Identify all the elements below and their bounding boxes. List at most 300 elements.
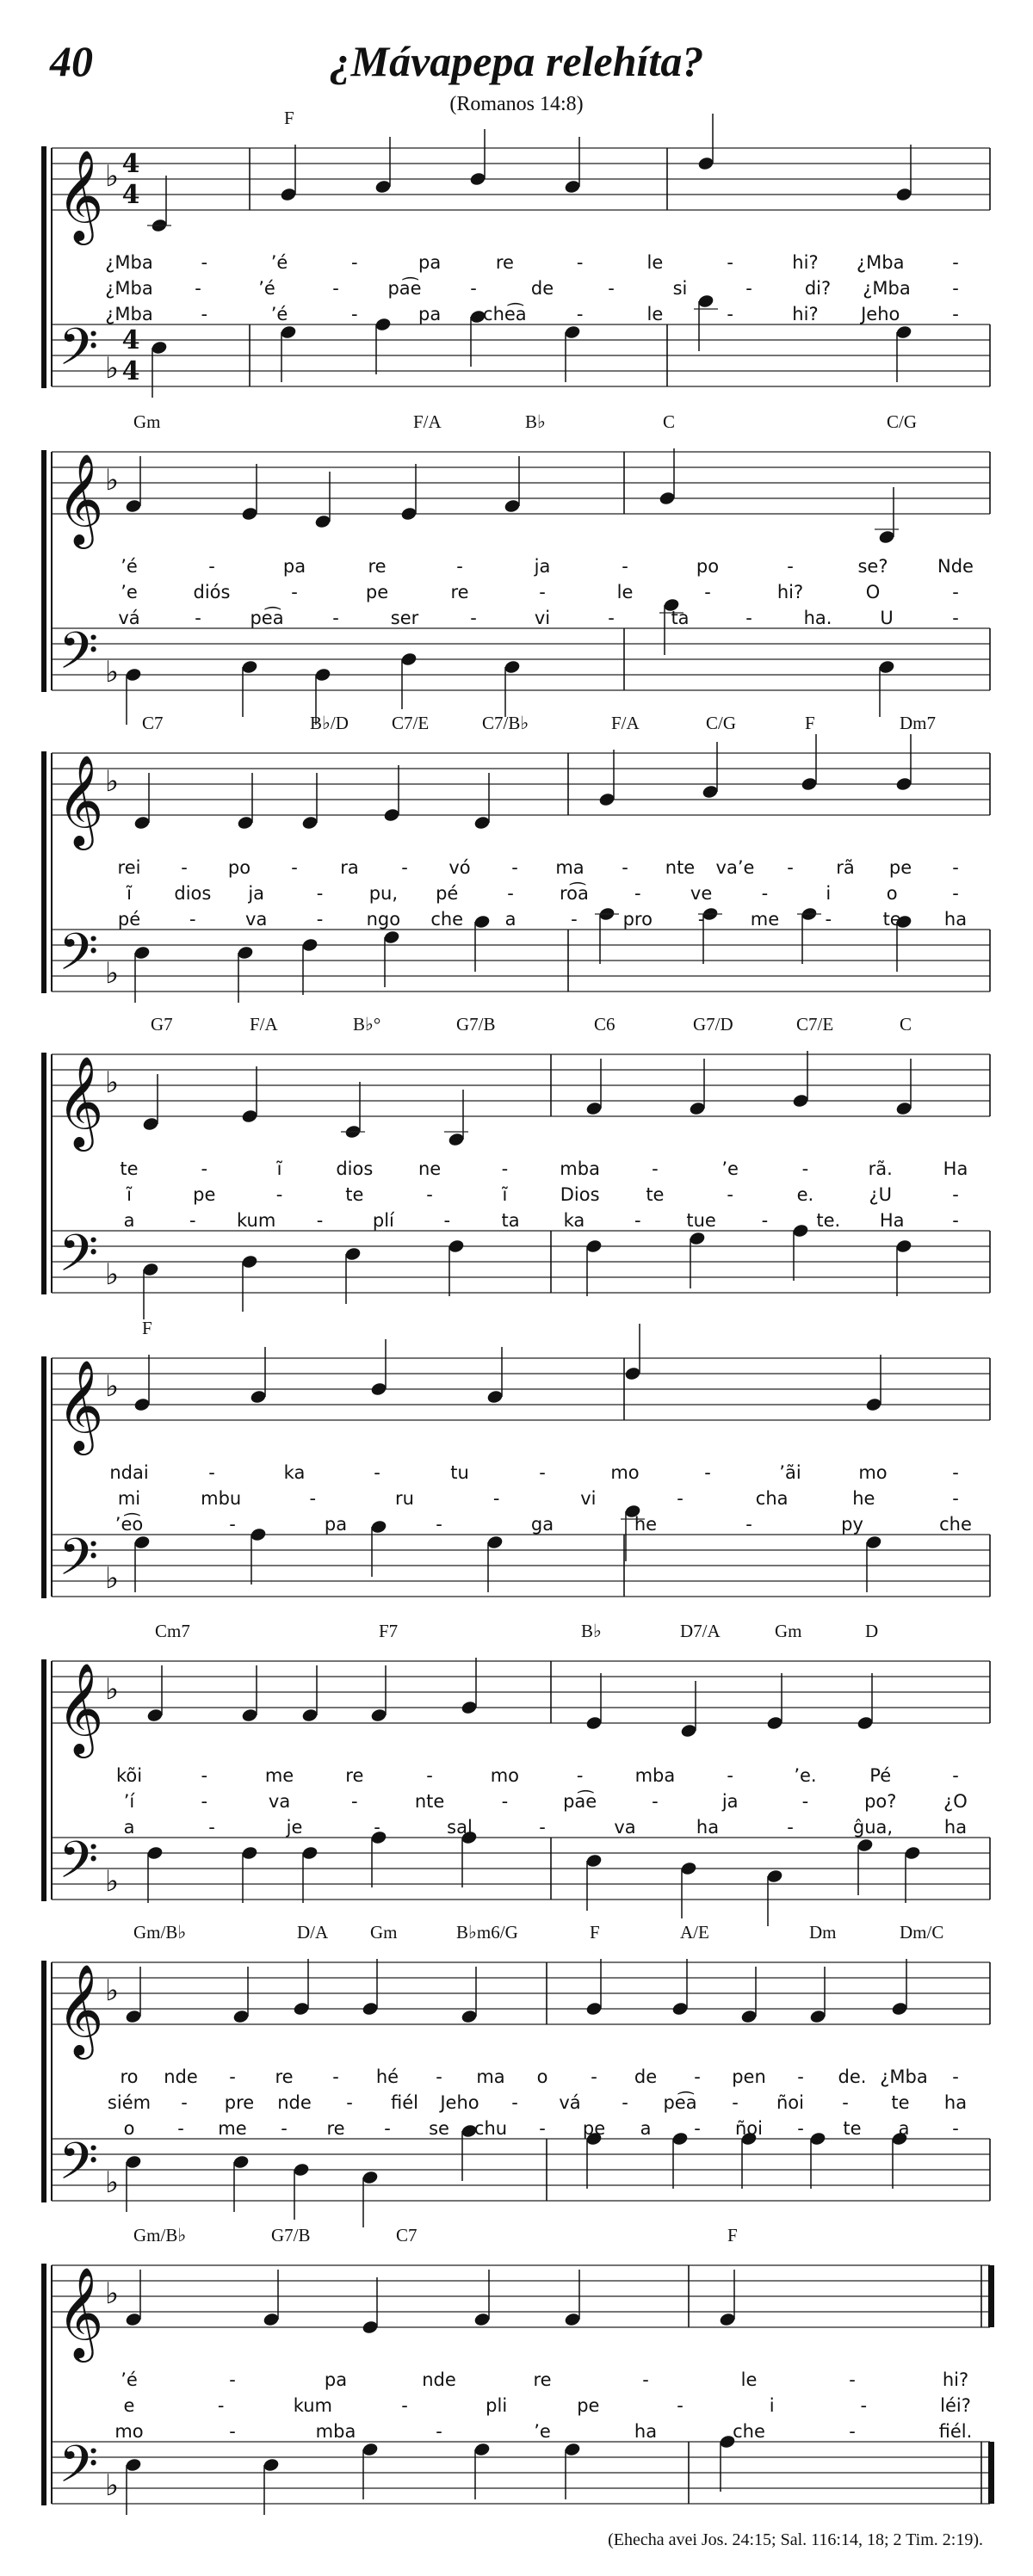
lyric-syllable: ĩ (127, 1184, 132, 1205)
lyric-syllable: kum (237, 1210, 276, 1231)
lyric-hyphen: - (952, 1765, 959, 1786)
lyric-syllable: ’é (121, 556, 138, 577)
system-5 (41, 1318, 990, 1599)
lyric-syllable: re (450, 582, 469, 602)
lyric-hyphen: - (501, 1158, 509, 1179)
lyric-syllable: ngo (366, 909, 401, 930)
bass-note (697, 293, 714, 309)
chord-symbol: C/G (706, 713, 737, 733)
treble-note (125, 2312, 142, 2327)
lyric-syllable: e. (796, 1184, 814, 1205)
flat-key-signature-icon: ♭ (105, 956, 120, 991)
lyric-syllable: ¿Mba (863, 278, 911, 299)
lyric-hyphen: - (208, 1462, 215, 1483)
lyric-syllable: ve (690, 883, 713, 904)
lyric-syllable: Dios (560, 1184, 600, 1205)
lyric-syllable: rã. (868, 1158, 893, 1179)
flat-key-signature-icon: ♭ (105, 2276, 120, 2311)
lyric-syllable: fiél. (938, 2421, 973, 2442)
bass-note (125, 2457, 142, 2473)
flat-key-signature-icon: ♭ (105, 463, 120, 497)
lyric-syllable: ĩ (502, 1184, 508, 1205)
flat-key-signature-icon: ♭ (105, 2165, 120, 2200)
lyric-syllable: mba (315, 2421, 356, 2442)
lyric-syllable: pa (418, 252, 442, 273)
lyric-syllable: mo (490, 1765, 520, 1786)
treble-note (362, 2320, 379, 2335)
lyric-syllable: po (227, 857, 251, 878)
lyric-syllable: le (646, 304, 664, 324)
treble-note (809, 2009, 826, 2024)
lyric-hyphen: - (195, 608, 201, 628)
lyric-syllable: pen (732, 2066, 766, 2087)
lyric-syllable: a (123, 1210, 135, 1231)
treble-note (504, 498, 521, 514)
lyric-hyphen: - (797, 2118, 804, 2139)
lyric-syllable: pa (282, 556, 306, 577)
treble-note (370, 1381, 387, 1397)
treble-note (461, 2009, 478, 2024)
treble-note (473, 815, 491, 831)
lyric-syllable: diós (193, 582, 231, 602)
lyric-syllable: ha (943, 2092, 968, 2113)
chord-symbol: C7 (396, 2225, 418, 2246)
lyric-hyphen: - (634, 1210, 641, 1231)
lyric-hyphen: - (860, 2395, 868, 2416)
treble-clef-icon: 𝄞 (57, 1963, 104, 2055)
lyric-hyphen: - (576, 252, 584, 273)
lyric-syllable: pe (365, 582, 389, 602)
bass-note (766, 1869, 783, 1884)
lyric-syllable: ’e͡o (114, 1514, 144, 1535)
treble-note (383, 807, 400, 823)
treble-note (301, 815, 319, 831)
chord-symbol: D (865, 1621, 879, 1641)
lyric-hyphen: - (732, 2092, 739, 2113)
lyric-syllable: hi? (792, 252, 819, 273)
chord-symbol: C7 (142, 713, 164, 733)
chord-symbol: B♭° (353, 1014, 381, 1035)
lyric-syllable: pa (324, 2369, 348, 2390)
lyric-syllable: va (245, 909, 268, 930)
treble-note (241, 506, 258, 522)
lyric-hyphen: - (426, 1765, 433, 1786)
lyric-syllable: mba (634, 1765, 676, 1786)
lyric-syllable: a (123, 1817, 135, 1838)
lyric-syllable: pli (486, 2395, 508, 2416)
lyric-syllable: a (504, 909, 516, 930)
time-signature-numerator: 4 (121, 149, 140, 179)
lyric-syllable: ma (555, 857, 585, 878)
chord-symbol: Gm/B♭ (133, 2225, 187, 2246)
lyric-hyphen: - (291, 857, 298, 878)
bass-note (486, 1535, 504, 1550)
system-3 (41, 713, 990, 1003)
lyric-syllable: hi? (792, 304, 819, 324)
bass-note (895, 324, 912, 340)
lyric-syllable: ma (476, 2066, 505, 2087)
time-signature-denominator: 4 (121, 356, 140, 386)
flat-key-signature-icon: ♭ (105, 159, 120, 194)
lyric-syllable: hi? (942, 2369, 969, 2390)
lyric-hyphen: - (787, 556, 794, 577)
lyric-syllable: ra (340, 857, 359, 878)
scripture-reference: (Romanos 14:8) (449, 93, 584, 115)
lyric-hyphen: - (952, 278, 959, 299)
lyric-syllable: ka (283, 1462, 306, 1483)
lyric-syllable: re (326, 2118, 345, 2139)
lyric-hyphen: - (332, 608, 339, 628)
lyric-syllable: ta (671, 608, 690, 628)
system-8 (41, 2225, 994, 2515)
lyric-syllable: pé (117, 909, 141, 930)
system-bracket (41, 2264, 46, 2505)
lyric-syllable: nde (164, 2066, 198, 2087)
lyric-hyphen: - (351, 1791, 358, 1812)
chord-symbol: C7/E (392, 713, 430, 733)
lyric-hyphen: - (694, 2118, 701, 2139)
bass-note (142, 1262, 159, 1277)
bass-clef-icon: 𝄢 (59, 621, 99, 693)
bass-note (133, 1535, 151, 1550)
lyric-syllable: re (275, 2066, 294, 2087)
lyric-syllable: cha (755, 1488, 789, 1509)
bass-note (504, 659, 521, 675)
lyric-syllable: ¿Mba (880, 2066, 928, 2087)
lyric-syllable: i (769, 2395, 775, 2416)
bass-note (314, 667, 331, 683)
bass-note (809, 2131, 826, 2147)
lyric-hyphen: - (436, 2066, 442, 2087)
chord-symbol: G7/B (271, 2225, 311, 2246)
chord-symbol: Gm/B♭ (133, 1922, 187, 1943)
bass-clef-icon: 𝄢 (59, 922, 99, 994)
bass-note (241, 1845, 258, 1861)
lyric-syllable: te (882, 909, 901, 930)
bass-note (280, 324, 297, 340)
lyric-syllable: plí (372, 1210, 394, 1231)
lyric-syllable: ¿Mba (105, 278, 153, 299)
lyric-hyphen: - (652, 1158, 659, 1179)
treble-note (895, 1101, 912, 1116)
lyric-syllable: vá (118, 608, 140, 628)
lyric-syllable: i (826, 883, 832, 904)
lyric-hyphen: - (217, 2395, 225, 2416)
lyric-syllable: pa͡e (387, 278, 422, 299)
lyric-syllable: le (646, 252, 664, 273)
footer-references: (Ehecha avei Jos. 24:15; Sal. 116:14, 18; 2 Tim. 2:19). (608, 2530, 983, 2549)
chord-symbol: F/A (413, 411, 442, 432)
bass-note (362, 2170, 379, 2185)
lyric-syllable: ’é (270, 304, 288, 324)
treble-note (400, 506, 418, 522)
system-1 (41, 108, 990, 398)
bass-clef-icon: 𝄢 (59, 1830, 99, 1902)
lyric-syllable: ja (248, 883, 265, 904)
treble-note (232, 2009, 250, 2024)
bass-note (564, 324, 581, 340)
lyric-syllable: che͡a (483, 304, 527, 324)
lyric-syllable: me (264, 1765, 294, 1786)
lyric-syllable: ga (530, 1514, 554, 1535)
treble-note (585, 1715, 603, 1731)
treble-note (719, 2312, 736, 2327)
lyric-syllable: o (123, 2118, 135, 2139)
lyric-syllable: o (886, 883, 898, 904)
lyric-syllable: a (640, 2118, 652, 2139)
chord-symbol: G7/B (456, 1014, 496, 1035)
lyric-hyphen: - (576, 1765, 584, 1786)
bass-note (370, 1519, 387, 1535)
lyric-hyphen: - (571, 909, 578, 930)
lyric-syllable: he (634, 1514, 658, 1535)
chord-symbol: C (663, 411, 676, 432)
lyric-hyphen: - (952, 857, 959, 878)
chord-symbol: B♭/D (310, 713, 349, 733)
lyric-syllable: pa͡e (563, 1791, 597, 1812)
lyric-hyphen: - (952, 1462, 959, 1483)
treble-note (766, 1715, 783, 1731)
bass-note (448, 1239, 465, 1254)
treble-note (585, 2001, 603, 2017)
lyric-syllable: ru (395, 1488, 414, 1509)
bass-note (473, 914, 491, 930)
bass-note (473, 2442, 491, 2457)
lyric-hyphen: - (539, 2118, 546, 2139)
lyric-hyphen: - (727, 1184, 733, 1205)
lyric-syllable: mo (610, 1462, 640, 1483)
lyric-syllable: ¿Mba (105, 304, 153, 324)
chord-symbol: F7 (379, 1621, 399, 1641)
lyric-hyphen: - (622, 857, 628, 878)
lyric-hyphen: - (229, 2369, 236, 2390)
lyric-syllable: he (852, 1488, 875, 1509)
bass-note (151, 340, 168, 355)
treble-note (125, 2009, 142, 2024)
lyric-hyphen: - (677, 2395, 684, 2416)
lyric-syllable: ka (563, 1210, 585, 1231)
lyric-syllable: ’ãi (779, 1462, 801, 1483)
lyric-syllable: py (841, 1514, 863, 1535)
lyric-hyphen: - (539, 1462, 546, 1483)
system-bracket (41, 450, 46, 692)
bass-note (344, 1246, 362, 1262)
treble-note (461, 1700, 478, 1715)
treble-clef-icon: 𝄞 (57, 453, 104, 545)
chord-symbol: D/A (297, 1922, 329, 1943)
chord-symbol: D7/A (680, 1621, 721, 1641)
lyric-hyphen: - (316, 909, 324, 930)
lyric-syllable: sal (447, 1817, 473, 1838)
lyric-hyphen: - (384, 2118, 391, 2139)
chord-symbol: Gm (133, 411, 161, 432)
lyric-hyphen: - (501, 1791, 509, 1812)
lyric-syllable: vá (559, 2092, 581, 2113)
system-6 (41, 1621, 990, 1926)
lyric-syllable: ’é (258, 278, 275, 299)
lyric-syllable: mo (858, 1462, 888, 1483)
lyric-syllable: dios (336, 1158, 374, 1179)
lyric-hyphen: - (952, 608, 959, 628)
bass-note (585, 1239, 603, 1254)
lyric-hyphen: - (745, 278, 752, 299)
treble-note (469, 171, 486, 187)
lyric-syllable: Jeho (440, 2092, 479, 2113)
treble-clef-icon: 𝄞 (57, 149, 104, 241)
treble-note (301, 1708, 319, 1723)
bass-note (293, 2162, 310, 2178)
chord-symbol: F/A (611, 713, 640, 733)
treble-note (293, 2001, 310, 2017)
lyric-syllable: ha (943, 909, 968, 930)
lyric-hyphen: - (727, 304, 733, 324)
chord-symbol: Gm (370, 1922, 398, 1943)
lyric-hyphen: - (952, 1210, 959, 1231)
lyric-syllable: ’é (270, 252, 288, 273)
lyric-syllable: le (740, 2369, 758, 2390)
lyric-hyphen: - (332, 278, 339, 299)
chord-symbol: A/E (680, 1922, 709, 1943)
lyric-syllable: vi (580, 1488, 597, 1509)
lyric-syllable: ¿Mba (105, 252, 153, 273)
flat-key-signature-icon: ♭ (105, 764, 120, 799)
bass-note (792, 1223, 809, 1239)
lyric-syllable: ha (943, 1817, 968, 1838)
treble-note (598, 792, 615, 807)
lyric-syllable: te (120, 1158, 139, 1179)
bass-note (689, 1231, 706, 1246)
lyric-hyphen: - (697, 909, 705, 930)
lyric-syllable: pu, (368, 883, 399, 904)
bass-note (301, 937, 319, 953)
lyric-hyphen: - (797, 2066, 804, 2087)
lyric-syllable: mbu (201, 1488, 242, 1509)
lyric-hyphen: - (849, 2421, 856, 2442)
treble-note (280, 187, 297, 202)
lyric-syllable: pa (324, 1514, 348, 1535)
lyric-hyphen: - (511, 2092, 518, 2113)
lyric-hyphen: - (189, 1210, 196, 1231)
lyric-syllable: ndai (109, 1462, 149, 1483)
lyric-hyphen: - (177, 2118, 184, 2139)
chord-symbol: C6 (594, 1014, 615, 1035)
lyric-syllable: vi (534, 608, 551, 628)
lyric-hyphen: - (608, 278, 615, 299)
lyric-syllable: ’e (534, 2421, 551, 2442)
lyric-hyphen: - (622, 556, 628, 577)
bass-clef-icon: 𝄢 (59, 1223, 99, 1295)
lyric-syllable: po? (864, 1791, 897, 1812)
lyric-syllable: kõi (115, 1765, 143, 1786)
bass-clef-icon: 𝄢 (59, 2434, 99, 2506)
time-signature-numerator: 4 (121, 325, 140, 355)
flat-key-signature-icon: ♭ (105, 351, 120, 386)
treble-note (374, 179, 392, 195)
chord-symbol: F (590, 1922, 600, 1943)
lyric-hyphen: - (634, 883, 641, 904)
lyric-syllable: ’í (123, 1791, 135, 1812)
treble-clef-icon: 𝄞 (57, 1662, 104, 1754)
lyric-syllable: Jeho (861, 304, 900, 324)
lyric-syllable: ja (721, 1791, 739, 1812)
lyric-syllable: che (430, 909, 464, 930)
lyric-hyphen: - (511, 857, 518, 878)
treble-note (133, 1397, 151, 1412)
lyric-syllable: o (536, 2066, 548, 2087)
lyric-hyphen: - (426, 1184, 433, 1205)
flat-key-signature-icon: ♭ (105, 1672, 120, 1707)
system-4 (41, 1014, 990, 1319)
treble-note (241, 1109, 258, 1124)
chord-symbol: B♭m6/G (456, 1922, 518, 1943)
treble-note (314, 514, 331, 529)
system-bracket (41, 146, 46, 388)
chord-symbol: Dm7 (900, 713, 936, 733)
treble-note (241, 1708, 258, 1723)
lyric-hyphen: - (761, 1210, 769, 1231)
lyric-syllable: pe (577, 2395, 600, 2416)
lyric-hyphen: - (351, 252, 358, 273)
system-bracket (41, 1053, 46, 1294)
treble-note (865, 1397, 882, 1412)
lyric-hyphen: - (745, 608, 752, 628)
bass-note (904, 1845, 921, 1861)
lyric-syllable: pe (193, 1184, 216, 1205)
treble-note (659, 491, 676, 506)
lyric-hyphen: - (761, 883, 769, 904)
chord-symbol: G7/D (693, 1014, 733, 1035)
lyric-hyphen: - (201, 1765, 208, 1786)
lyric-syllable: rã (836, 857, 855, 878)
lyric-syllable: pé (436, 883, 459, 904)
lyric-syllable: mi (117, 1488, 141, 1509)
lyric-hyphen: - (436, 1514, 442, 1535)
lyric-hyphen: - (208, 556, 215, 577)
lyric-hyphen: - (801, 1791, 809, 1812)
lyric-syllable: ¿O (943, 1791, 968, 1812)
lyric-syllable: pa (418, 304, 442, 324)
treble-clef-icon: 𝄞 (57, 2266, 104, 2358)
lyric-syllable: ’e (721, 1158, 739, 1179)
lyric-hyphen: - (374, 1462, 380, 1483)
lyric-hyphen: - (727, 1765, 733, 1786)
lyric-syllable: le (616, 582, 634, 602)
lyric-hyphen: - (351, 304, 358, 324)
bass-note (125, 2154, 142, 2170)
treble-note (250, 1389, 267, 1405)
chord-symbol: Gm (775, 1621, 802, 1641)
lyric-syllable: tue (686, 1210, 716, 1231)
bass-note (878, 659, 895, 675)
lyric-syllable: te. (816, 1210, 841, 1231)
lyric-syllable: nde (422, 2369, 456, 2390)
flat-key-signature-icon: ♭ (105, 1561, 120, 1596)
system-bracket (41, 1356, 46, 1598)
flat-key-signature-icon: ♭ (105, 2468, 120, 2503)
song-number: 40 (50, 37, 93, 85)
treble-clef-icon: 𝄞 (57, 1359, 104, 1451)
lyric-syllable: ha. (803, 608, 832, 628)
lyric-hyphen: - (849, 2369, 856, 2390)
lyric-syllable: nte (414, 1791, 445, 1812)
bass-note (585, 1853, 603, 1869)
lyric-hyphen: - (346, 2092, 353, 2113)
lyric-hyphen: - (704, 582, 711, 602)
lyric-hyphen: - (470, 608, 477, 628)
bass-note (301, 1845, 319, 1861)
lyric-hyphen: - (492, 1488, 500, 1509)
lyric-hyphen: - (181, 857, 188, 878)
